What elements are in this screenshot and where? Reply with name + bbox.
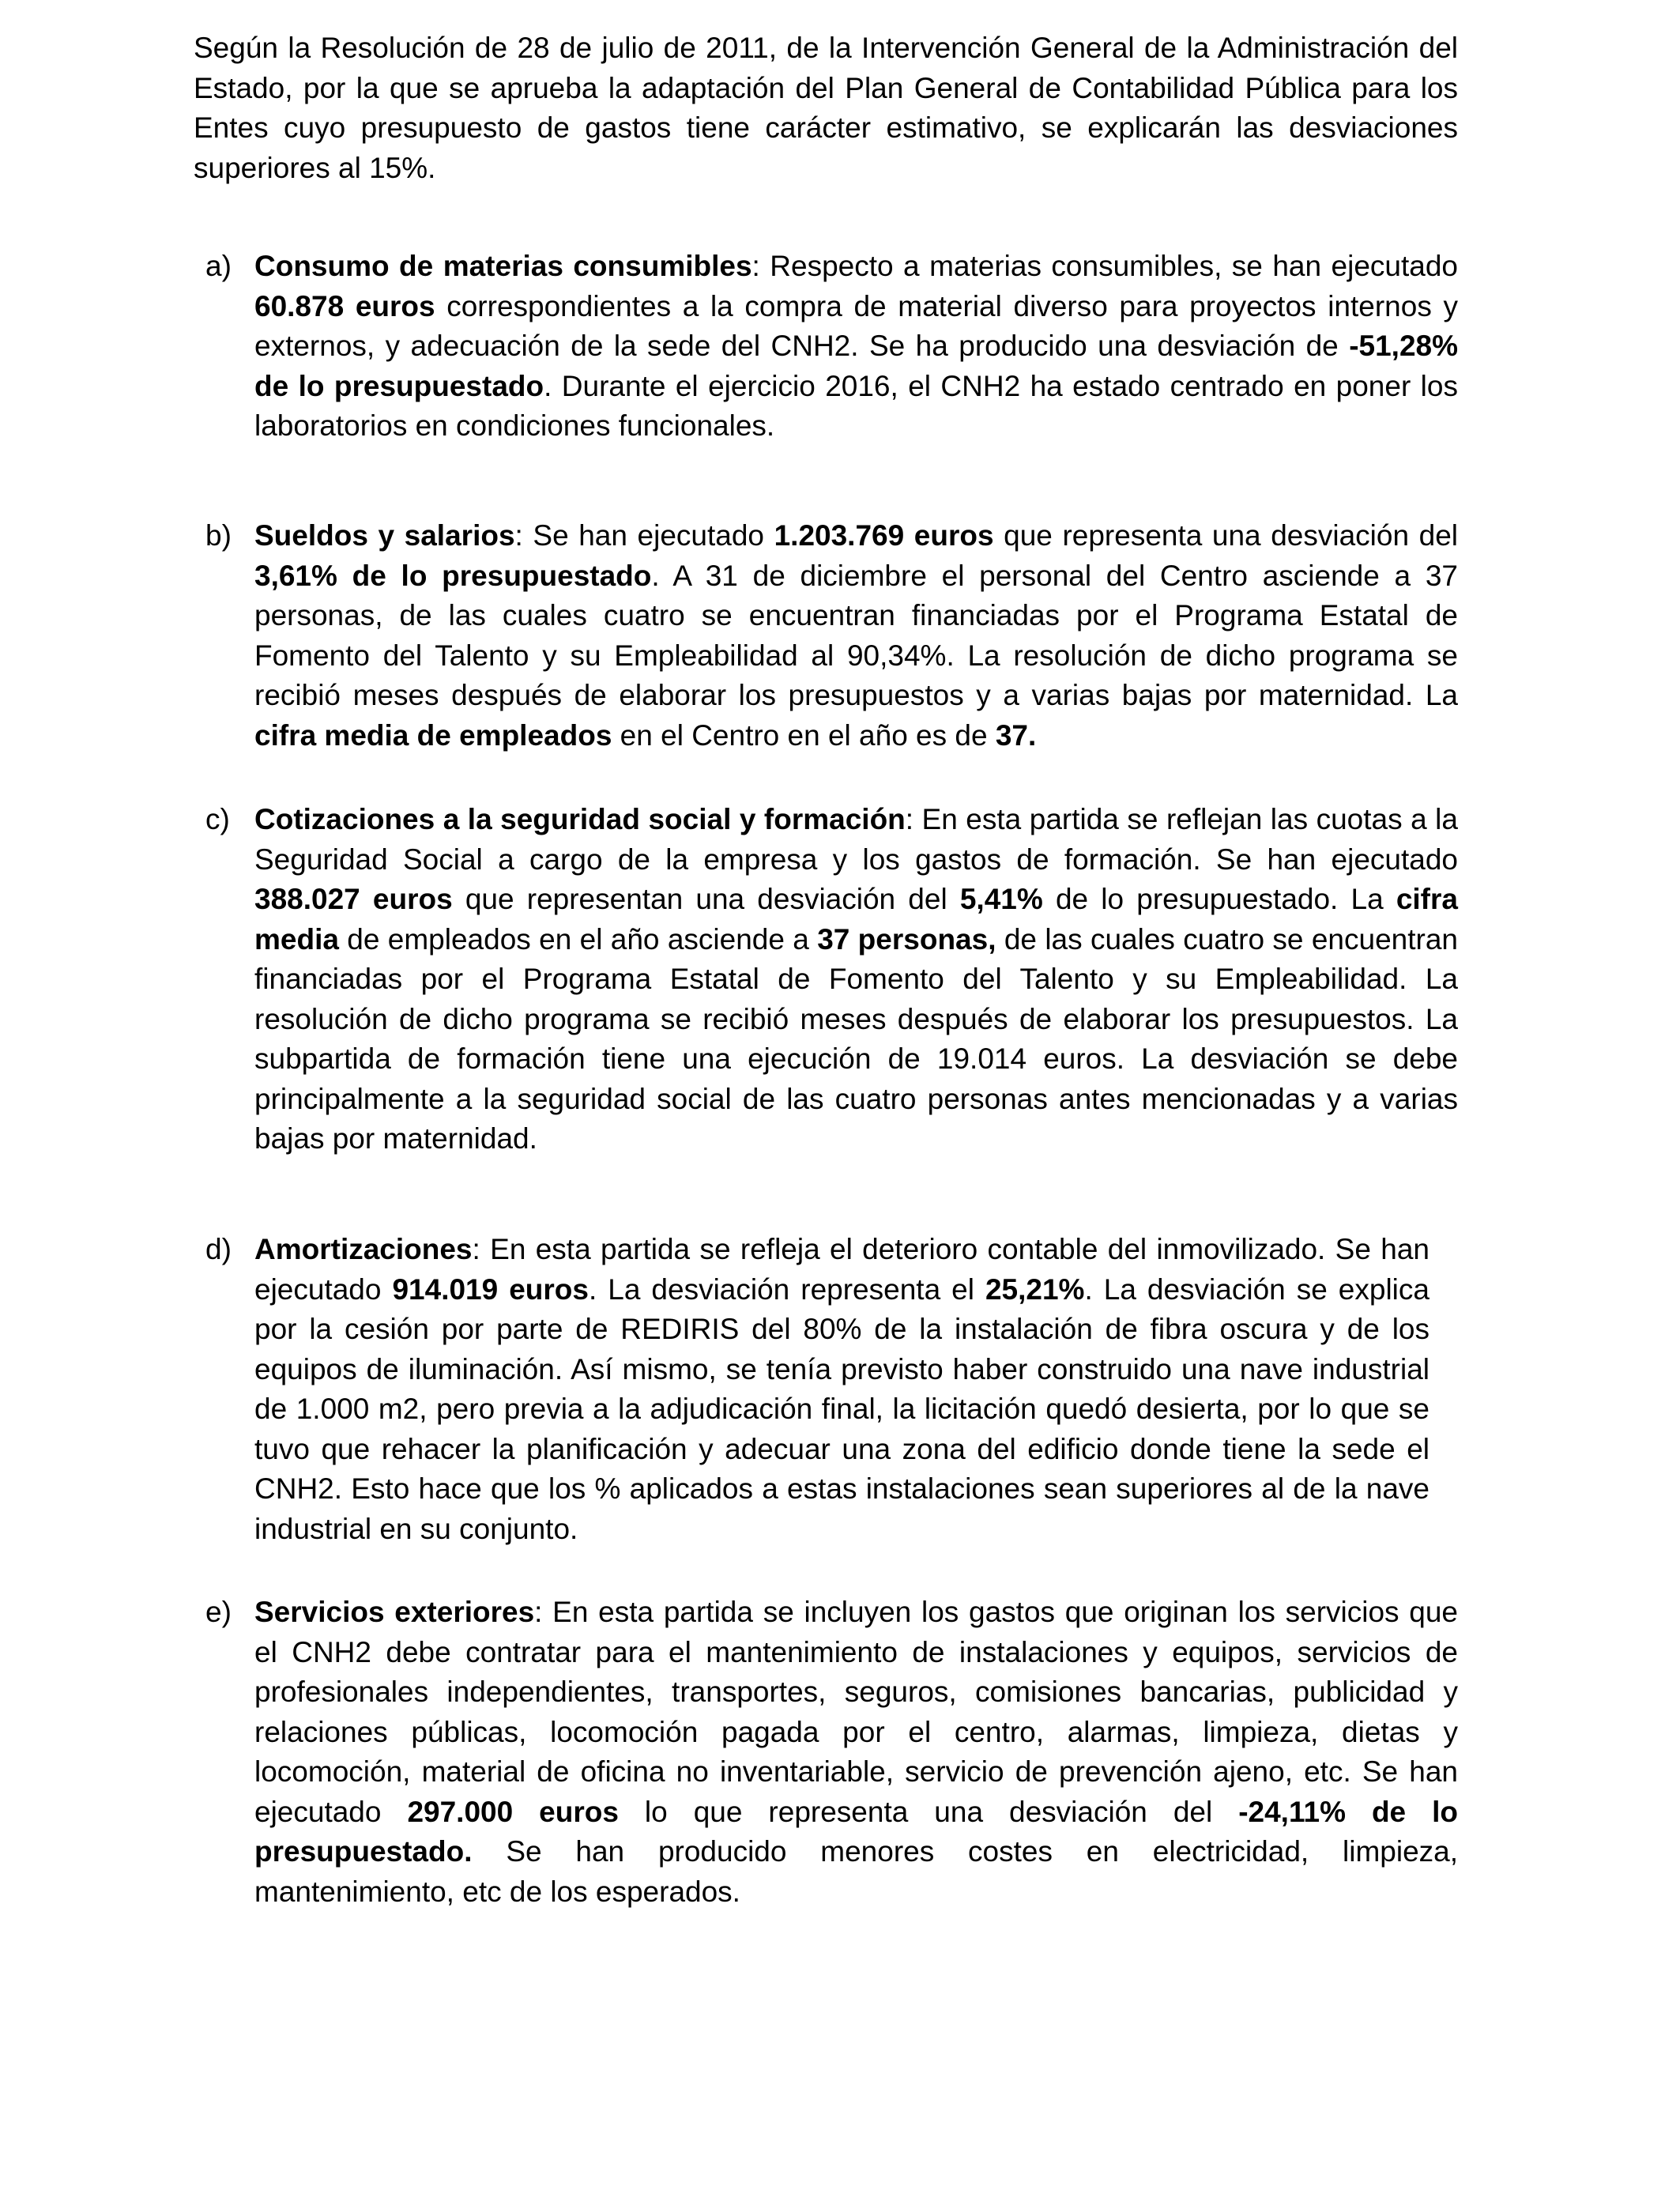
text-segment: de empleados en el año asciende a [338, 922, 818, 956]
bold-text-segment: Cotizaciones a la seguridad social y formación [254, 803, 906, 835]
bold-text-segment: Sueldos y salarios [254, 519, 515, 552]
list-item-text [254, 1593, 1458, 1912]
text-segment: . La desviación se explica por la cesión por parte de REDIRIS del 80% de la instalación de fibra oscura y de los equipos de iluminación. Así mismo, se tenía previsto haber construido una nave industrial de 1.000 m2, pero previa a la adjudicación final, la licitación quedó desierta, por lo que se tuvo que rehacer la planificación y adecuar una zona del edificio donde tiene la sede el CNH2. Esto hace que los % aplicados a estas instalaciones sean superiores al de la nave industrial en su conjunto. [254, 1272, 1430, 1545]
bold-text-segment: 1.203.769 euros [774, 519, 994, 552]
bold-text-segment: 37. [995, 718, 1037, 752]
bold-text-segment: -24,11% de lo presupuestado. [254, 1795, 1458, 1868]
list-marker: a) [205, 250, 232, 282]
bold-text-segment: cifra media [254, 883, 1458, 956]
list-item-text [254, 1230, 1430, 1549]
bold-text-segment: 5,41% [959, 883, 1043, 915]
bold-text-segment: Amortizaciones [254, 1233, 473, 1265]
bold-text-segment: 37 personas, [817, 922, 996, 956]
text-segment: : En esta partida se incluyen los gastos que originan los servicios que el CNH2 debe contratar para el mantenimiento de instalaciones y equipos, servicios de profesionales independientes, transportes, seguros, comisiones bancarias, publicidad y relaciones públicas, locomoción pagada por el centro, alarmas, limpieza, dietas y locomoción, material de oficina no inventariable, servicio de prevención ajeno, etc. Se han ejecutado [254, 1596, 1458, 1828]
text-segment: de las cuales cuatro se encuentran financiadas por el Programa Estatal de Fomento del Talento y su Empleabilidad. La resolución de dicho programa se recibió meses después de elaborar los presupuestos. La subpartida de formación tiene una ejecución de 19.014 euros. La desviación se debe principalmente a la seguridad social de las cuatro personas antes mencionadas y a varias bajas por maternidad. [254, 922, 1458, 1155]
list-item-text [254, 516, 1458, 756]
list-marker: e) [205, 1596, 232, 1628]
text-segment: . La desviación representa el [588, 1272, 985, 1306]
document-page [194, 28, 1459, 1908]
bold-text-segment: Consumo de materias consumibles [254, 250, 752, 282]
text-segment: de lo presupuestado. La [1042, 883, 1396, 915]
bold-text-segment: 914.019 euros [392, 1272, 589, 1306]
text-segment: : En esta partida se refleja el deterioro contable del inmovilizado. Se han ejecutado [254, 1233, 1430, 1306]
text-segment: . Durante el ejercicio 2016, el CNH2 ha estado centrado en poner los laboratorios en condiciones funcionales. [254, 369, 1458, 442]
intro-paragraph: Según la Resolución de 28 de julio de 2011, de la Intervención General de la Administración del Estado, por la que se aprueba la adaptación del Plan General de Contabilidad Pública para los Entes cuyo presupuesto de gastos tiene carácter estimativo, se explicarán las desviaciones superiores al 15%. [194, 32, 1458, 184]
list-marker: b) [205, 519, 232, 552]
bold-text-segment: 3,61% de lo presupuestado [254, 559, 652, 592]
bold-text-segment: 388.027 euros [254, 883, 453, 915]
bold-text-segment: 297.000 euros [407, 1795, 619, 1828]
list-marker: d) [205, 1233, 232, 1265]
bold-text-segment: Servicios exteriores [254, 1596, 535, 1628]
bold-text-segment: 60.878 euros [254, 289, 435, 322]
list-marker: c) [205, 803, 230, 835]
text-segment: que representa una desviación del [993, 519, 1459, 552]
text-segment: Se han producido menores costes en electricidad, limpieza, mantenimiento, etc de los esperados. [254, 1835, 1458, 1908]
bold-text-segment: -51,28% de lo presupuestado [254, 330, 1458, 402]
text-segment: : Respecto a materias consumibles, se han ejecutado [751, 250, 1458, 282]
bold-text-segment: 25,21% [985, 1272, 1085, 1306]
text-segment: en el Centro en el año es de [612, 718, 996, 752]
text-segment: . A 31 de diciembre el personal del Centro asciende a 37 personas, de las cuales cuatro se encuentran financiadas por el Programa Estatal de Fomento del Talento y su Empleabilidad al 90,34%. La resolución de dicho programa se recibió meses después de elaborar los presupuestos y a varias bajas por maternidad. La [254, 559, 1459, 711]
text-segment: : Se han ejecutado [514, 519, 774, 552]
text-segment: correspondientes a la compra de material diverso para proyectos internos y externos, y adecuación de la sede del CNH2. Se ha producido una desviación de [254, 289, 1458, 362]
text-segment: lo que representa una desviación del [618, 1795, 1239, 1828]
list-item-text [254, 247, 1458, 447]
bold-text-segment: cifra media de empleados [254, 718, 612, 752]
text-segment: que representan una desviación del [452, 883, 960, 915]
list-item-text [254, 800, 1458, 1159]
text-segment: : En esta partida se reflejan las cuotas a la Seguridad Social a cargo de la empresa y los gastos de formación. Se han ejecutado [254, 803, 1458, 876]
